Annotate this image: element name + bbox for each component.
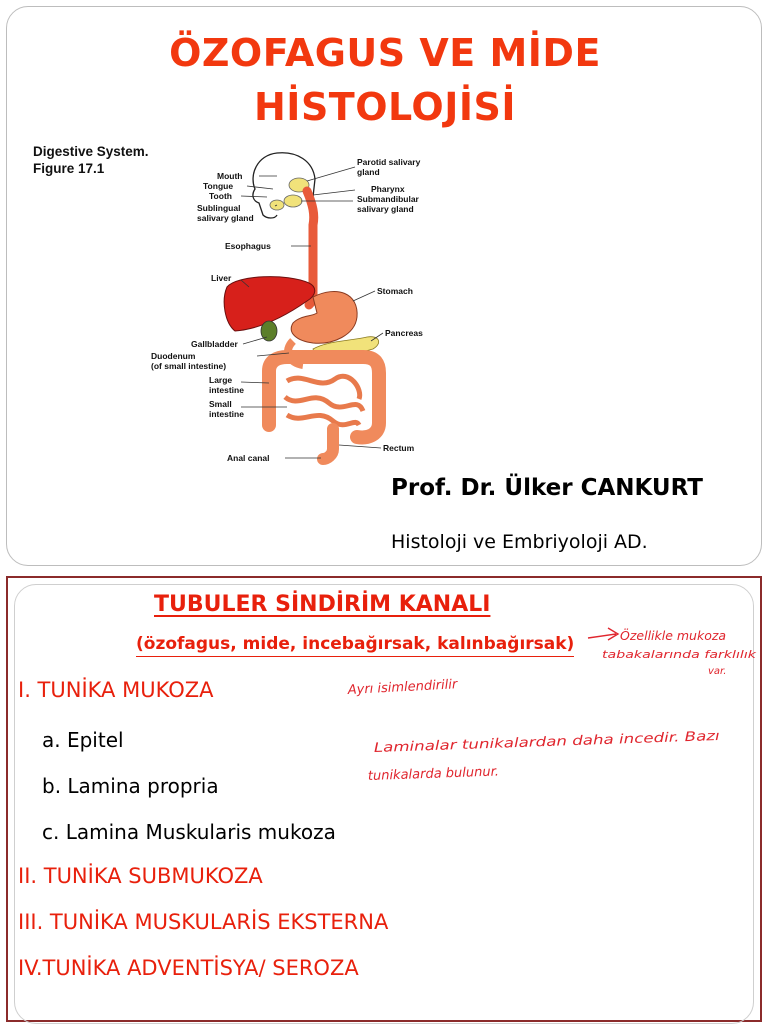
- label-large-1: Large: [209, 375, 233, 385]
- slide2-subheading: (özofagus, mide, incebağırsak, kalınbağırsak): [136, 634, 574, 657]
- author-name: Prof. Dr. Ülker CANKURT: [391, 475, 703, 501]
- label-pharynx: Pharynx: [371, 184, 405, 194]
- department-name: Histoloji ve Embriyoloji AD.: [391, 531, 648, 553]
- label-esophagus: Esophagus: [225, 241, 271, 251]
- list-item-tunika-mukoza: I. TUNİKA MUKOZA: [18, 678, 214, 702]
- small-intestine-shape: [285, 376, 363, 425]
- label-rectum: Rectum: [383, 443, 415, 453]
- slide-title-line1: ÖZOFAGUS VE MİDE: [169, 31, 601, 75]
- label-parotid-2: gland: [357, 167, 380, 177]
- label-sublingual-2: salivary gland: [197, 213, 254, 223]
- list-item-tunika-adventisya: IV.TUNİKA ADVENTİSYA/ SEROZA: [18, 956, 359, 980]
- rectum-shape: [323, 429, 333, 459]
- list-item-tunika-submukoza: II. TUNİKA SUBMUKOZA: [18, 864, 263, 888]
- label-gallbladder: Gallbladder: [191, 339, 238, 349]
- outline-slide: [6, 576, 762, 1022]
- handwritten-annotations: [8, 578, 760, 1020]
- label-submandibular-2: salivary gland: [357, 204, 414, 214]
- submandibular-gland-shape: [284, 195, 302, 207]
- list-item-lamina-muskularis: c. Lamina Muskularis mukoza: [42, 820, 336, 844]
- label-tongue: Tongue: [203, 181, 234, 191]
- note1-line2: tabakalarında farklılık: [602, 649, 758, 661]
- label-submandibular-1: Submandibular: [357, 194, 419, 204]
- label-anal-canal: Anal canal: [227, 453, 270, 463]
- note3-line2: tunikalarda bulunur.: [367, 764, 500, 784]
- label-stomach: Stomach: [377, 286, 413, 296]
- figure-caption-line1: Digestive System.: [33, 144, 149, 159]
- figure-caption-line2: Figure 17.1: [33, 161, 105, 176]
- slide-title-line2: HİSTOLOJİSİ: [254, 85, 516, 129]
- label-duodenum-2: (of small intestine): [151, 361, 227, 371]
- arrow-icon: [588, 628, 618, 640]
- label-mouth: Mouth: [217, 171, 243, 181]
- label-duodenum-1: Duodenum: [151, 351, 196, 361]
- label-small-1: Small: [209, 399, 232, 409]
- title-slide: [6, 6, 762, 566]
- list-item-lamina-propria: b. Lamina propria: [42, 774, 219, 798]
- note1-line3: var.: [708, 666, 727, 677]
- label-pancreas: Pancreas: [385, 328, 423, 338]
- list-item-epitel: a. Epitel: [42, 728, 124, 752]
- note3-line1: Laminalar tunikalardan daha incedir. Bazı: [373, 731, 645, 756]
- label-small-2: intestine: [209, 409, 244, 419]
- label-liver: Liver: [211, 273, 232, 283]
- list-item-tunika-muskularis: III. TUNİKA MUSKULARİS EKSTERNA: [18, 910, 389, 934]
- label-sublingual-1: Sublingual: [197, 203, 241, 213]
- note2: Ayrı isimlendirilir: [347, 677, 458, 698]
- label-parotid-1: Parotid salivary: [357, 157, 421, 167]
- slide2-heading: TUBULER SİNDİRİM KANALI: [154, 592, 491, 617]
- digestive-system-diagram: [127, 145, 467, 465]
- label-tooth: Tooth: [209, 191, 232, 201]
- note1-line1: Özellikle mukoza: [620, 628, 727, 643]
- label-large-2: intestine: [209, 385, 244, 395]
